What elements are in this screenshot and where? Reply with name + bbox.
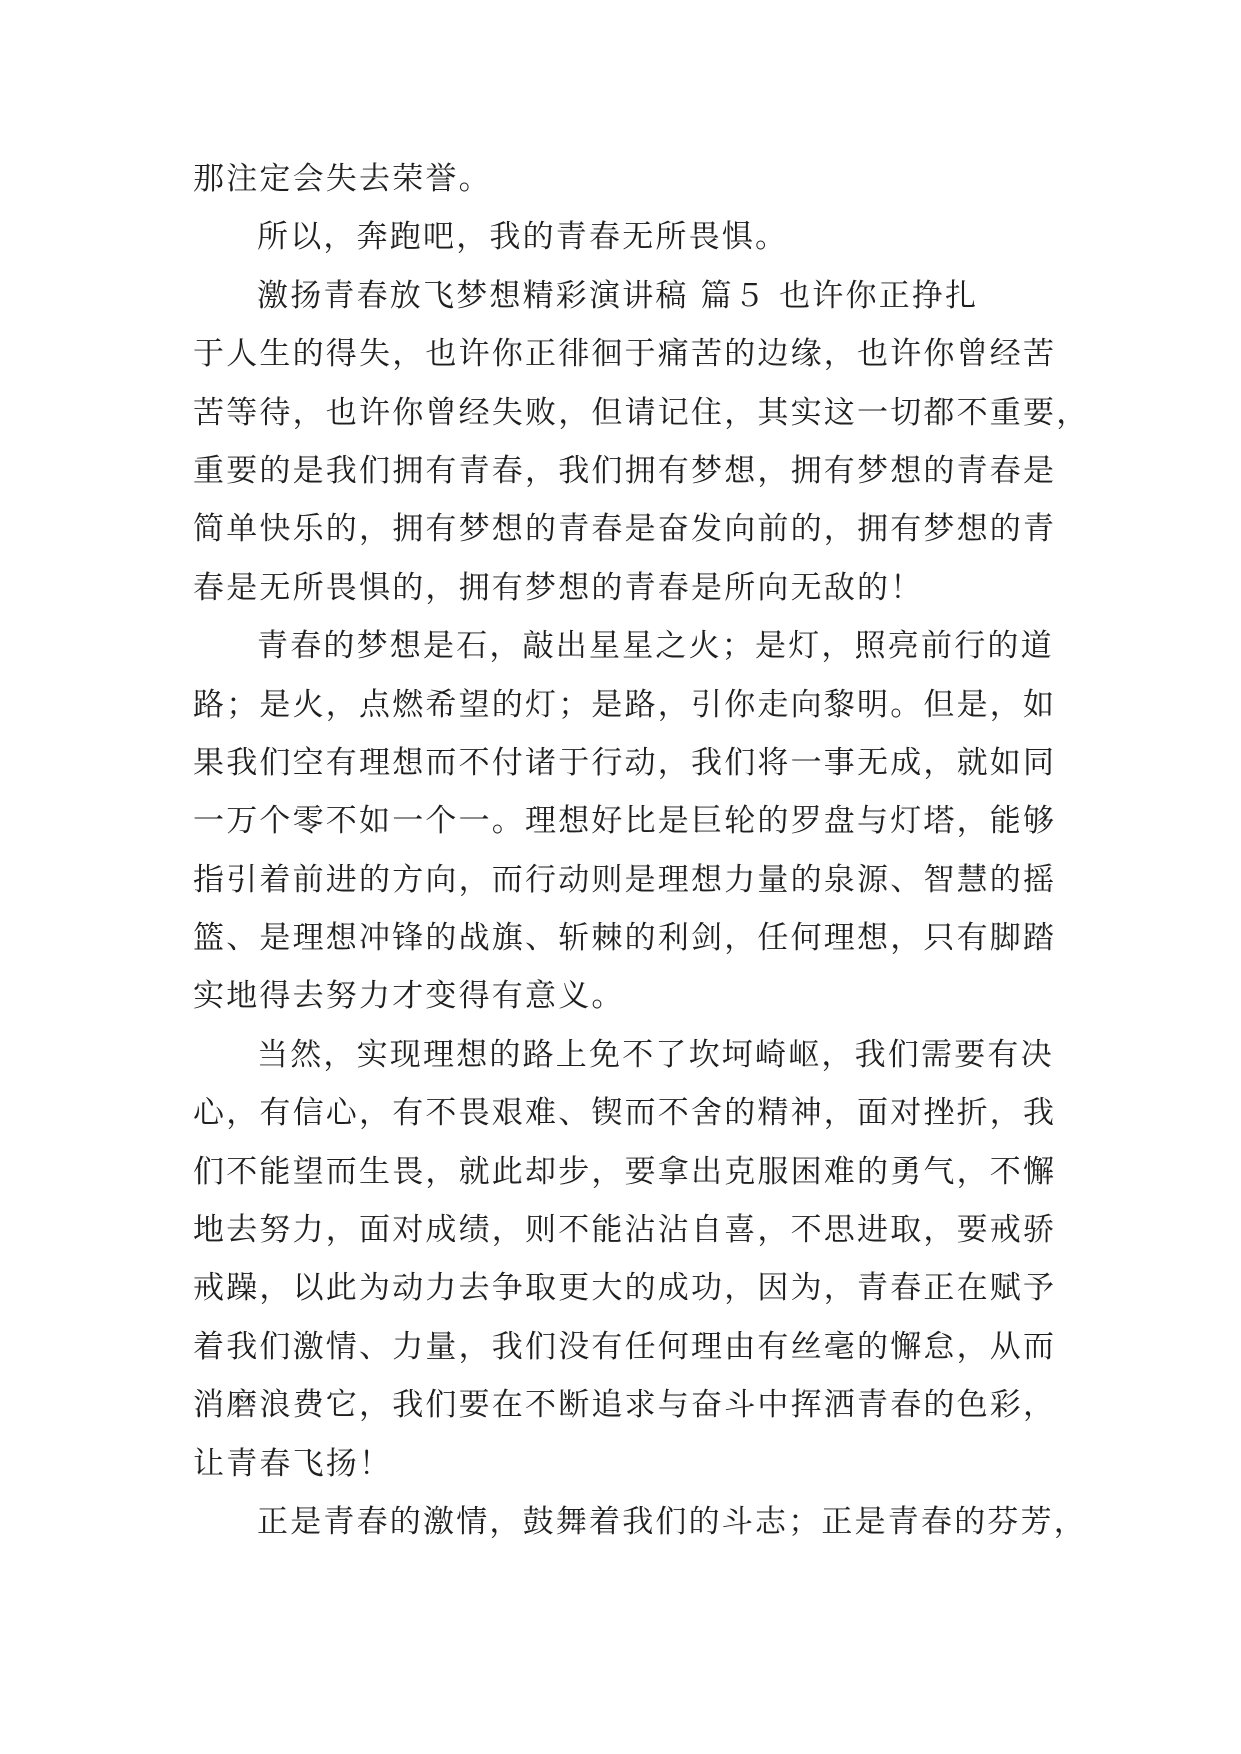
text-line: 青春的梦想是石，敲出星星之火；是灯，照亮前行的道 — [257, 628, 1054, 665]
text-line: 简单快乐的，拥有梦想的青春是奋发向前的，拥有梦想的青 — [193, 511, 1057, 548]
text-line: 当然，实现理想的路上免不了坎坷崎岖，我们需要有决 — [257, 1036, 1054, 1073]
text-line: 一万个零不如一个一。理想好比是巨轮的罗盘与灯塔，能够 — [193, 803, 1057, 840]
text-line: 于人生的得失，也许你正徘徊于痛苦的边缘，也许你曾经苦 — [193, 336, 1057, 373]
text-line: 心，有信心，有不畏艰难、锲而不舍的精神，面对挫折，我 — [193, 1095, 1057, 1132]
text-line: 篮、是理想冲锋的战旗、斩棘的利剑，任何理想，只有脚踏 — [193, 920, 1057, 957]
document-body — [193, 150, 1090, 1551]
text-line: 重要的是我们拥有青春，我们拥有梦想，拥有梦想的青春是 — [193, 452, 1057, 489]
text-line: 苦等待，也许你曾经失败，但请记住，其实这一切都不重要， — [193, 394, 1090, 431]
text-line: 着我们激情、力量，我们没有任何理由有丝毫的懈怠，从而 — [193, 1328, 1057, 1365]
text-line: 那注定会失去荣誉。 — [193, 161, 492, 197]
text-line: 正是青春的激情，鼓舞着我们的斗志；正是青春的芬芳， — [257, 1503, 1087, 1540]
text-line: 让青春飞扬！ — [193, 1445, 393, 1482]
text-line: 消磨浪费它，我们要在不断追求与奋斗中挥洒青春的色彩， — [193, 1387, 1057, 1424]
text-line: 所以，奔跑吧，我的青春无所畏惧。 — [257, 219, 789, 256]
text-line: 春是无所畏惧的，拥有梦想的青春是所向无敌的！ — [193, 569, 924, 606]
text-line: 指引着前进的方向，而行动则是理想力量的泉源、智慧的摇 — [193, 861, 1057, 898]
text-line: 们不能望而生畏，就此却步，要拿出克服困难的勇气，不懈 — [193, 1153, 1057, 1190]
text-line: 路；是火，点燃希望的灯；是路，引你走向黎明。但是，如 — [193, 686, 1057, 723]
text-line: 戒躁，以此为动力去争取更大的成功，因为，青春正在赋予 — [193, 1270, 1057, 1307]
text-line: 地去努力，面对成绩，则不能沾沾自喜，不思进取，要戒骄 — [193, 1212, 1057, 1249]
text-line: 实地得去努力才变得有意义。 — [193, 978, 625, 1015]
section-heading-line: 激扬青春放飞梦想精彩演讲稿 篇５ 也许你正挣扎 — [257, 277, 979, 314]
text-line: 果我们空有理想而不付诸于行动，我们将一事无成，就如同 — [193, 744, 1057, 781]
